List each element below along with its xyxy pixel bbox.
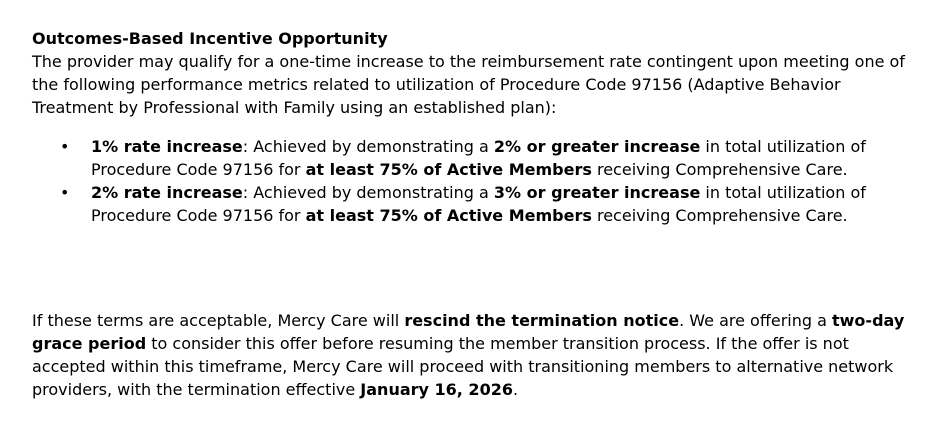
member-scope: at least 75% of Active Members <box>305 206 592 225</box>
document-body <box>32 27 912 227</box>
list-item <box>32 135 871 181</box>
text-run: . <box>512 380 519 399</box>
grace-period: two-day grace period <box>32 311 905 353</box>
intro-paragraph: The provider may qualify for a one-time increase to the reimbursement rate contingent upon meeting one of the following performance metrics related to utilization of Procedure Code 97156 (Adaptive Behavior Treatment by Professional with Family using an established plan): <box>32 52 905 117</box>
threshold: 2% or greater increase <box>493 137 701 156</box>
rate-label: 2% rate increase <box>91 183 243 202</box>
threshold: 3% or greater increase <box>493 183 701 202</box>
section-heading: Outcomes-Based Incentive Opportunity <box>32 29 388 48</box>
effective-date: January 16, 2026 <box>360 380 513 399</box>
text-run: : Achieved by demonstrating a <box>242 183 494 202</box>
member-scope: at least 75% of Active Members <box>305 160 592 179</box>
incentive-list <box>32 135 912 227</box>
bullet-icon: • <box>60 183 70 202</box>
rate-label: 1% rate increase <box>91 137 243 156</box>
text-run: in total utilization of Procedure Code 97156 for <box>91 183 866 225</box>
list-item <box>32 181 871 227</box>
bullet-icon: • <box>60 137 70 156</box>
text-run: If these terms are acceptable, Mercy Care will <box>32 311 405 330</box>
closing-paragraph <box>32 309 912 401</box>
text-run: . We are offering a <box>679 311 832 330</box>
text-run: : Achieved by demonstrating a <box>242 137 494 156</box>
text-run: to consider this offer before resuming the member transition process. If the offer is not accepted within this timeframe, Mercy Care will proceed with transitioning members to alternative network providers, with the termination effective <box>32 334 894 399</box>
text-run: receiving Comprehensive Care. <box>591 206 848 225</box>
rescind-notice: rescind the termination notice <box>404 311 680 330</box>
text-run: in total utilization of Procedure Code 97156 for <box>91 137 866 179</box>
text-run: receiving Comprehensive Care. <box>591 160 848 179</box>
